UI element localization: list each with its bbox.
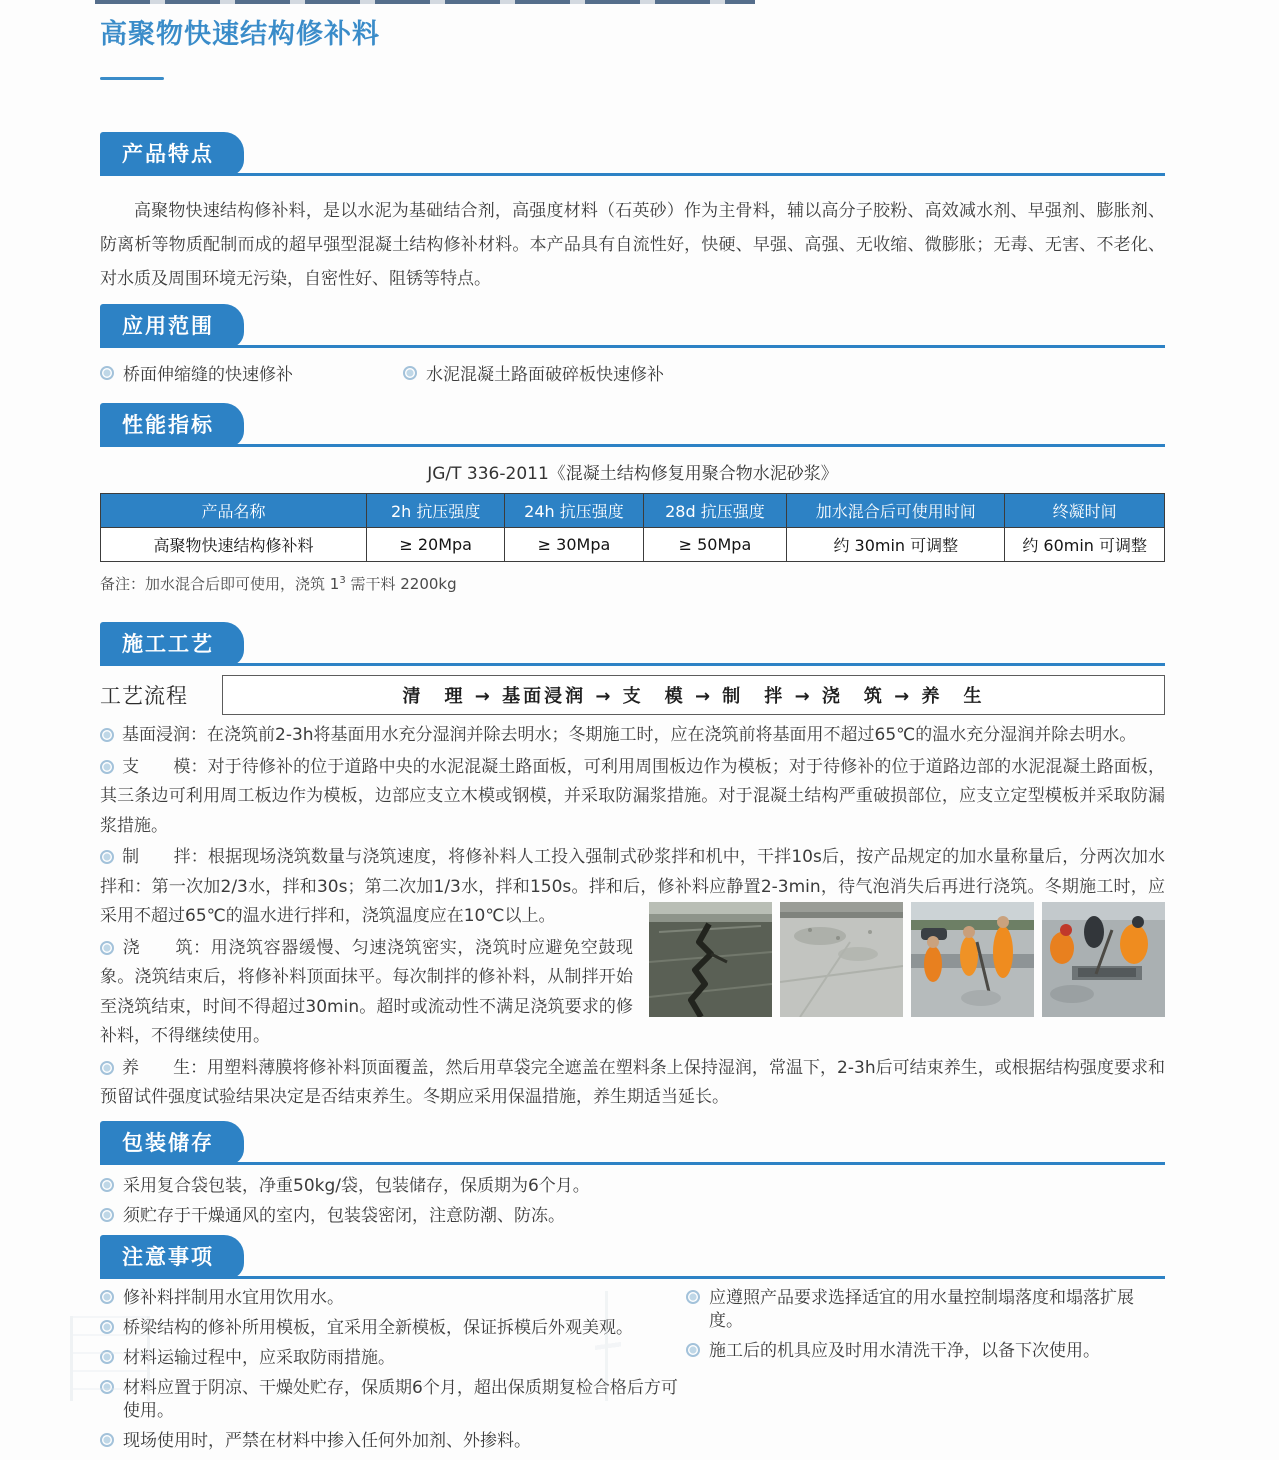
step-label: 养 生： <box>122 1057 208 1078</box>
step-text: 用浇筑容器缓慢、匀速浇筑密实，浇筑时应避免空鼓现象。浇筑结束后，将修补料顶面抹平。每次制拌的修补料，从制拌开始至浇筑结束，时间不得超过30min。超时或流动性不满足浇筑要求的修补料，不得继续使用。 <box>100 937 634 1046</box>
note-item-text: 材料运输过程中，应采取防雨措施。 <box>123 1347 395 1368</box>
section-tab-packaging: 包装储存 <box>100 1121 244 1165</box>
note-item <box>100 1377 686 1423</box>
bullseye-bullet-icon <box>100 1208 114 1222</box>
section-header-process <box>100 622 1165 666</box>
section-header-packaging <box>100 1121 1165 1165</box>
bullseye-bullet-icon <box>100 1350 114 1364</box>
bullseye-bullet-icon <box>100 941 114 955</box>
step-text: 根据现场浇筑数量与浇筑速度，将修补料人工投入强制式砂浆拌和机中，干拌10s后，按产品规定的加水量称量后，分两次加水拌和：第一次加2/3水，拌和30s；第二次加1/3水，拌和150s。拌和后，修补料应静置2-3min，待气泡消失后再进行浇筑。冬期施工时，应采用不超过65℃的温水进行拌和，浇筑温度应在10℃以上。 <box>100 847 1165 926</box>
packaging-items <box>100 1175 1165 1228</box>
step-label: 制 拌： <box>122 847 208 867</box>
flow-diagram-box: 清 理 → 基面浸润 → 支 模 → 制 拌 → 浇 筑 → 养 生 <box>222 675 1165 715</box>
table-header-cell: 2h 抗压强度 <box>367 494 505 528</box>
note-item-text: 材料应置于阴凉、干燥处贮存，保质期6个月，超出保质期复检合格后方可使用。 <box>123 1377 678 1421</box>
note-item-text: 应遵照产品要求选择适宜的用水量控制塌落度和塌落扩展度。 <box>709 1287 1134 1331</box>
table-header-cell: 产品名称 <box>101 494 367 528</box>
note-item <box>100 1317 686 1340</box>
table-cell: 约 30min 可调整 <box>787 528 1005 562</box>
table-cell: 约 60min 可调整 <box>1005 528 1165 562</box>
bullseye-bullet-icon <box>100 1320 114 1334</box>
step-label: 支 模： <box>122 756 208 777</box>
bullseye-bullet-icon <box>100 1433 114 1447</box>
photo-cracked-pavement <box>649 902 772 1017</box>
application-item <box>403 360 664 385</box>
step-text: 用塑料薄膜将修补料顶面覆盖，然后用草袋完全遮盖在塑料条上保持湿润，常温下，2-3h后可结束养生，或根据结构强度要求和预留试件强度试验结果决定是否结束养生。冬期应采用保温措施，养生期适当延长。 <box>100 1057 1166 1107</box>
table-header-cell: 28d 抗压强度 <box>643 494 787 528</box>
application-item <box>100 360 293 385</box>
section-header-application <box>100 304 1165 348</box>
note-item <box>100 1347 686 1370</box>
step-text: 在浇筑前2-3h将基面用水充分湿润并除去明水；冬期施工时，应在浇筑前将基面用不超过65℃的温水充分湿润并除去明水。 <box>207 725 1137 745</box>
notes-columns <box>100 1287 1165 1460</box>
note-item <box>100 1287 686 1310</box>
note-item-text: 施工后的机具应及时用水清洗干净，以备下次使用。 <box>709 1340 1100 1361</box>
table-cell: 高聚物快速结构修补料 <box>101 528 367 562</box>
section-tab-performance: 性能指标 <box>100 403 244 447</box>
remark-text: 备注：加水混合后即可使用，浇筑 1 <box>100 575 340 593</box>
process-steps <box>100 721 1165 1113</box>
section-header-performance <box>100 403 1165 447</box>
notes-right-column <box>686 1287 1165 1460</box>
table-row <box>101 528 1165 562</box>
bullseye-bullet-icon <box>100 1380 114 1394</box>
page-title: 高聚物快速结构修补料 <box>100 19 380 50</box>
process-step <box>100 934 1165 1052</box>
bullseye-bullet-icon <box>100 760 114 774</box>
packaging-item-text: 采用复合袋包装，净重50kg/袋，包装储存，保质期为6个月。 <box>123 1175 590 1196</box>
notes-left-column <box>100 1287 686 1460</box>
bullseye-bullet-icon <box>100 1061 114 1075</box>
section-tab-notes: 注意事项 <box>100 1235 244 1279</box>
section-tab-process: 施工工艺 <box>100 622 244 666</box>
bullseye-bullet-icon <box>100 1290 114 1304</box>
table-header-cell: 加水混合后可使用时间 <box>787 494 1005 528</box>
section-header-notes <box>100 1235 1165 1279</box>
remark-text-suffix: 需干料 2200kg <box>345 575 457 593</box>
note-item <box>686 1340 1165 1363</box>
packaging-item <box>100 1175 1165 1198</box>
application-item-label: 水泥混凝土路面破碎板快速修补 <box>426 365 664 385</box>
section-tab-application: 应用范围 <box>100 304 244 348</box>
table-cell: ≥ 50Mpa <box>643 528 787 562</box>
packaging-item <box>100 1205 1165 1228</box>
section-header-features <box>100 132 1165 176</box>
datasheet-page <box>100 0 1165 1460</box>
table-cell: ≥ 20Mpa <box>367 528 505 562</box>
site-photos-strip <box>649 902 1165 1017</box>
step-label: 基面浸润： <box>122 725 207 745</box>
process-step <box>100 1054 1165 1113</box>
table-header-cell: 终凝时间 <box>1005 494 1165 528</box>
packaging-item-text: 须贮存于干燥通风的室内，包装袋密闭，注意防潮、防冻。 <box>123 1205 565 1226</box>
standard-reference: JG/T 336-2011《混凝土结构修复用聚合物水泥砂浆》 <box>427 464 838 484</box>
application-items <box>100 360 1165 385</box>
photo-road-repair-crew <box>911 902 1034 1017</box>
flow-label: 工艺流程 <box>100 684 188 708</box>
process-step <box>100 721 1165 751</box>
bullseye-bullet-icon <box>686 1290 700 1304</box>
note-item-text: 现场使用时，严禁在材料中掺入任何外加剂、外掺料。 <box>123 1430 531 1451</box>
title-underline <box>100 77 164 80</box>
note-item-text: 桥梁结构的修补所用模板，宜采用全新模板，保证拆模后外观美观。 <box>123 1317 633 1338</box>
section-tab-features: 产品特点 <box>100 132 244 176</box>
features-paragraph: 高聚物快速结构修补料，是以水泥为基础结合剂，高强度材料（石英砂）作为主骨料，辅以高分子胶粉、高效减水剂、早强剂、膨胀剂、防离析等物质配制而成的超早强型混凝土结构修补材料。本产品具有自流性好，快硬、早强、高强、无收缩、微膨胀；无毒、无害、不老化、对水质及周围环境无污染，自密性好、阻锈等特点。 <box>100 201 1165 289</box>
bullseye-bullet-icon <box>100 728 114 742</box>
note-item-text: 修补料拌制用水宜用饮用水。 <box>123 1287 344 1308</box>
application-item-label: 桥面伸缩缝的快速修补 <box>123 365 293 385</box>
bullseye-bullet-icon <box>100 366 114 380</box>
table-header-row <box>101 494 1165 528</box>
note-item <box>100 1430 686 1453</box>
step-label: 浇 筑： <box>122 937 211 958</box>
remark-superscript: 3 <box>339 575 346 586</box>
table-cell: ≥ 30Mpa <box>505 528 643 562</box>
table-remark <box>100 573 1165 594</box>
bullseye-bullet-icon <box>100 1178 114 1192</box>
bullseye-bullet-icon <box>686 1343 700 1357</box>
step-text: 对于待修补的位于道路中央的水泥混凝土路面板，可利用周围板边作为模板；对于待修补的位于道路边部的水泥混凝土路面板，其三条边可利用周工板边作为模板，边部应支立木模或钢模，并采取防漏浆措施。对于混凝土结构严重破损部位，应支立定型模板并采取防漏浆措施。 <box>100 756 1166 836</box>
table-header-cell: 24h 抗压强度 <box>505 494 643 528</box>
photo-broken-concrete-slab <box>780 902 903 1017</box>
performance-table <box>100 493 1165 562</box>
photo-pouring-repair-mortar <box>1042 902 1165 1017</box>
process-flow-row <box>100 675 1165 715</box>
bullseye-bullet-icon <box>403 366 417 380</box>
process-step <box>100 753 1165 842</box>
note-item <box>686 1287 1165 1333</box>
bullseye-bullet-icon <box>100 850 114 864</box>
